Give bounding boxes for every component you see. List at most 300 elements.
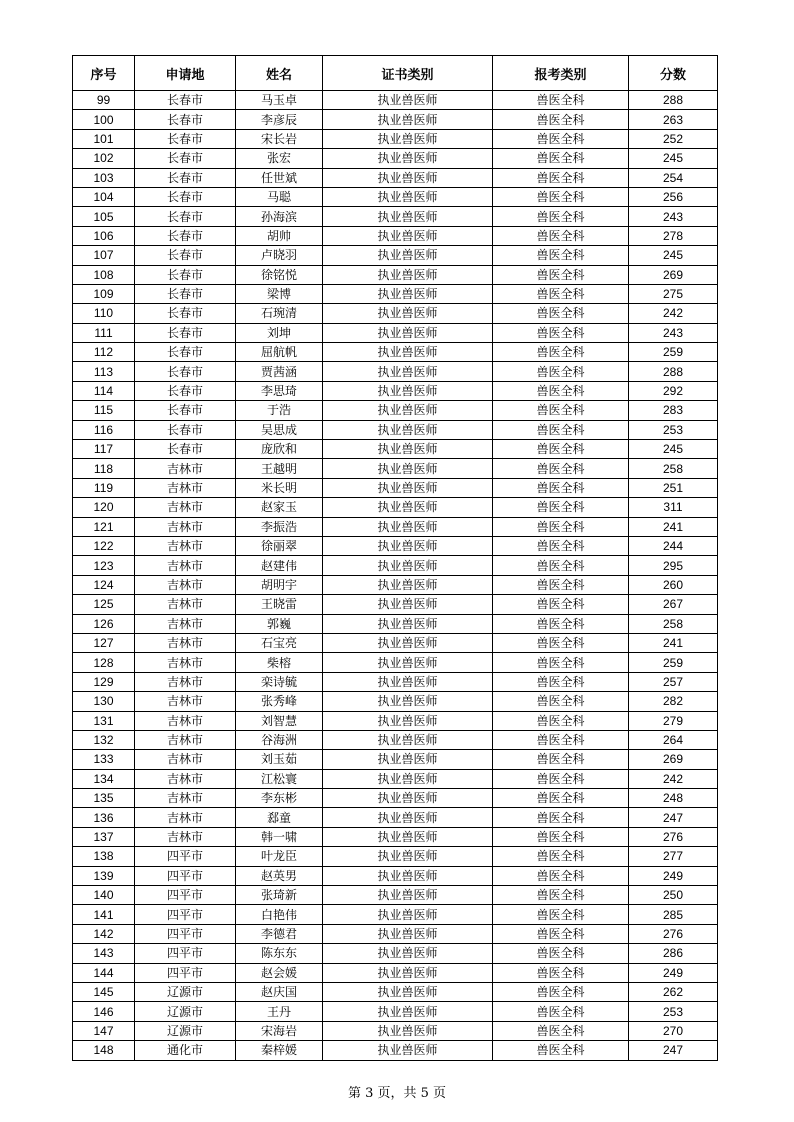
cell-score: 269 <box>629 750 718 769</box>
table-row <box>73 633 718 652</box>
cell-location: 长春市 <box>135 304 236 323</box>
cell-score: 259 <box>629 343 718 362</box>
cell-score: 295 <box>629 556 718 575</box>
table-row <box>73 420 718 439</box>
cell-index: 111 <box>73 323 135 342</box>
cell-score: 260 <box>629 575 718 594</box>
cell-exam-type: 兽医全科 <box>493 711 629 730</box>
cell-exam-type: 兽医全科 <box>493 672 629 691</box>
cell-score: 275 <box>629 284 718 303</box>
cell-certificate-type: 执业兽医师 <box>323 246 493 265</box>
table-row <box>73 866 718 885</box>
cell-index: 148 <box>73 1041 135 1060</box>
cell-score: 288 <box>629 362 718 381</box>
cell-name: 郄童 <box>236 808 323 827</box>
cell-location: 长春市 <box>135 323 236 342</box>
cell-score: 242 <box>629 769 718 788</box>
table-row <box>73 207 718 226</box>
cell-exam-type: 兽医全科 <box>493 556 629 575</box>
cell-certificate-type: 执业兽医师 <box>323 110 493 129</box>
cell-exam-type: 兽医全科 <box>493 478 629 497</box>
cell-score: 276 <box>629 924 718 943</box>
cell-location: 辽源市 <box>135 982 236 1001</box>
cell-name: 宋海岩 <box>236 1021 323 1040</box>
cell-score: 279 <box>629 711 718 730</box>
cell-name: 李思琦 <box>236 381 323 400</box>
cell-certificate-type: 执业兽医师 <box>323 789 493 808</box>
cell-location: 吉林市 <box>135 692 236 711</box>
table-row <box>73 304 718 323</box>
cell-index: 141 <box>73 905 135 924</box>
cell-name: 王越明 <box>236 459 323 478</box>
cell-certificate-type: 执业兽医师 <box>323 556 493 575</box>
cell-location: 吉林市 <box>135 827 236 846</box>
cell-index: 127 <box>73 633 135 652</box>
table-row <box>73 517 718 536</box>
cell-name: 马玉卓 <box>236 91 323 110</box>
cell-score: 247 <box>629 808 718 827</box>
cell-certificate-type: 执业兽医师 <box>323 963 493 982</box>
cell-name: 江松寰 <box>236 769 323 788</box>
cell-name: 李东彬 <box>236 789 323 808</box>
cell-exam-type: 兽医全科 <box>493 847 629 866</box>
cell-exam-type: 兽医全科 <box>493 886 629 905</box>
cell-exam-type: 兽医全科 <box>493 1041 629 1060</box>
cell-exam-type: 兽医全科 <box>493 498 629 517</box>
cell-certificate-type: 执业兽医师 <box>323 536 493 555</box>
table-row <box>73 827 718 846</box>
cell-certificate-type: 执业兽医师 <box>323 827 493 846</box>
cell-location: 长春市 <box>135 440 236 459</box>
cell-exam-type: 兽医全科 <box>493 905 629 924</box>
table-row <box>73 575 718 594</box>
cell-name: 任世斌 <box>236 168 323 187</box>
cell-location: 吉林市 <box>135 769 236 788</box>
cell-certificate-type: 执业兽医师 <box>323 866 493 885</box>
cell-exam-type: 兽医全科 <box>493 168 629 187</box>
cell-score: 292 <box>629 381 718 400</box>
cell-certificate-type: 执业兽医师 <box>323 633 493 652</box>
cell-score: 253 <box>629 420 718 439</box>
cell-exam-type: 兽医全科 <box>493 420 629 439</box>
cell-exam-type: 兽医全科 <box>493 1002 629 1021</box>
cell-certificate-type: 执业兽医师 <box>323 672 493 691</box>
cell-exam-type: 兽医全科 <box>493 827 629 846</box>
table-row <box>73 343 718 362</box>
cell-name: 孙海滨 <box>236 207 323 226</box>
table-row <box>73 711 718 730</box>
cell-exam-type: 兽医全科 <box>493 110 629 129</box>
cell-exam-type: 兽医全科 <box>493 129 629 148</box>
cell-index: 131 <box>73 711 135 730</box>
cell-index: 140 <box>73 886 135 905</box>
table-row <box>73 459 718 478</box>
cell-name: 米长明 <box>236 478 323 497</box>
header-exam-type: 报考类别 <box>493 56 629 91</box>
cell-name: 刘智慧 <box>236 711 323 730</box>
cell-name: 马聪 <box>236 187 323 206</box>
cell-location: 吉林市 <box>135 653 236 672</box>
table-row <box>73 129 718 148</box>
cell-score: 243 <box>629 207 718 226</box>
cell-exam-type: 兽医全科 <box>493 614 629 633</box>
cell-exam-type: 兽医全科 <box>493 440 629 459</box>
cell-index: 120 <box>73 498 135 517</box>
cell-score: 278 <box>629 226 718 245</box>
cell-certificate-type: 执业兽医师 <box>323 129 493 148</box>
cell-index: 125 <box>73 595 135 614</box>
cell-index: 139 <box>73 866 135 885</box>
table-body <box>73 91 718 1061</box>
cell-location: 通化市 <box>135 1041 236 1060</box>
cell-location: 辽源市 <box>135 1021 236 1040</box>
cell-index: 115 <box>73 401 135 420</box>
cell-score: 254 <box>629 168 718 187</box>
cell-name: 白艳伟 <box>236 905 323 924</box>
table-row <box>73 750 718 769</box>
cell-exam-type: 兽医全科 <box>493 284 629 303</box>
cell-score: 264 <box>629 730 718 749</box>
table-row <box>73 924 718 943</box>
cell-certificate-type: 执业兽医师 <box>323 207 493 226</box>
cell-location: 吉林市 <box>135 633 236 652</box>
cell-certificate-type: 执业兽医师 <box>323 750 493 769</box>
cell-name: 胡帅 <box>236 226 323 245</box>
cell-location: 四平市 <box>135 886 236 905</box>
cell-name: 梁博 <box>236 284 323 303</box>
cell-certificate-type: 执业兽医师 <box>323 381 493 400</box>
cell-location: 四平市 <box>135 866 236 885</box>
cell-score: 245 <box>629 440 718 459</box>
table-row <box>73 614 718 633</box>
cell-score: 243 <box>629 323 718 342</box>
cell-name: 李德君 <box>236 924 323 943</box>
cell-certificate-type: 执业兽医师 <box>323 944 493 963</box>
cell-location: 辽源市 <box>135 1002 236 1021</box>
cell-location: 吉林市 <box>135 614 236 633</box>
table-row <box>73 847 718 866</box>
cell-location: 长春市 <box>135 110 236 129</box>
cell-exam-type: 兽医全科 <box>493 963 629 982</box>
cell-index: 109 <box>73 284 135 303</box>
cell-exam-type: 兽医全科 <box>493 924 629 943</box>
cell-name: 吴思成 <box>236 420 323 439</box>
cell-location: 长春市 <box>135 91 236 110</box>
cell-score: 245 <box>629 246 718 265</box>
cell-location: 吉林市 <box>135 478 236 497</box>
cell-certificate-type: 执业兽医师 <box>323 362 493 381</box>
table-row <box>73 692 718 711</box>
cell-location: 吉林市 <box>135 672 236 691</box>
table-row <box>73 730 718 749</box>
cell-exam-type: 兽医全科 <box>493 207 629 226</box>
cell-score: 244 <box>629 536 718 555</box>
cell-name: 屈航帆 <box>236 343 323 362</box>
header-certificate-type: 证书类别 <box>323 56 493 91</box>
cell-score: 263 <box>629 110 718 129</box>
table-row <box>73 149 718 168</box>
cell-name: 刘坤 <box>236 323 323 342</box>
cell-location: 吉林市 <box>135 517 236 536</box>
cell-exam-type: 兽医全科 <box>493 381 629 400</box>
cell-certificate-type: 执业兽医师 <box>323 808 493 827</box>
table-row <box>73 653 718 672</box>
cell-name: 叶龙臣 <box>236 847 323 866</box>
cell-certificate-type: 执业兽医师 <box>323 498 493 517</box>
cell-index: 113 <box>73 362 135 381</box>
cell-index: 101 <box>73 129 135 148</box>
table-row <box>73 982 718 1001</box>
cell-location: 长春市 <box>135 265 236 284</box>
cell-index: 105 <box>73 207 135 226</box>
cell-location: 长春市 <box>135 401 236 420</box>
table-row <box>73 808 718 827</box>
cell-certificate-type: 执业兽医师 <box>323 847 493 866</box>
cell-score: 285 <box>629 905 718 924</box>
table-row <box>73 110 718 129</box>
table-row <box>73 886 718 905</box>
cell-index: 137 <box>73 827 135 846</box>
cell-index: 126 <box>73 614 135 633</box>
cell-name: 张琦新 <box>236 886 323 905</box>
cell-name: 赵会媛 <box>236 963 323 982</box>
cell-location: 长春市 <box>135 246 236 265</box>
cell-score: 277 <box>629 847 718 866</box>
cell-index: 99 <box>73 91 135 110</box>
cell-certificate-type: 执业兽医师 <box>323 692 493 711</box>
table-row <box>73 246 718 265</box>
cell-name: 王丹 <box>236 1002 323 1021</box>
cell-exam-type: 兽医全科 <box>493 343 629 362</box>
header-index: 序号 <box>73 56 135 91</box>
cell-name: 赵庆国 <box>236 982 323 1001</box>
cell-index: 128 <box>73 653 135 672</box>
cell-score: 250 <box>629 886 718 905</box>
cell-score: 286 <box>629 944 718 963</box>
cell-score: 249 <box>629 866 718 885</box>
cell-certificate-type: 执业兽医师 <box>323 924 493 943</box>
cell-score: 241 <box>629 517 718 536</box>
cell-index: 143 <box>73 944 135 963</box>
cell-exam-type: 兽医全科 <box>493 944 629 963</box>
cell-exam-type: 兽医全科 <box>493 769 629 788</box>
table-row <box>73 963 718 982</box>
cell-location: 长春市 <box>135 187 236 206</box>
cell-exam-type: 兽医全科 <box>493 536 629 555</box>
cell-location: 吉林市 <box>135 536 236 555</box>
cell-index: 146 <box>73 1002 135 1021</box>
cell-name: 徐铭悦 <box>236 265 323 284</box>
cell-location: 四平市 <box>135 924 236 943</box>
cell-exam-type: 兽医全科 <box>493 323 629 342</box>
table-row <box>73 536 718 555</box>
cell-certificate-type: 执业兽医师 <box>323 226 493 245</box>
cell-name: 栾诗毓 <box>236 672 323 691</box>
cell-location: 吉林市 <box>135 750 236 769</box>
cell-score: 245 <box>629 149 718 168</box>
cell-location: 吉林市 <box>135 808 236 827</box>
cell-name: 张秀峰 <box>236 692 323 711</box>
cell-location: 四平市 <box>135 944 236 963</box>
cell-index: 117 <box>73 440 135 459</box>
cell-name: 石宝亮 <box>236 633 323 652</box>
cell-certificate-type: 执业兽医师 <box>323 304 493 323</box>
cell-score: 256 <box>629 187 718 206</box>
cell-score: 249 <box>629 963 718 982</box>
table-row <box>73 226 718 245</box>
cell-index: 134 <box>73 769 135 788</box>
table-row <box>73 789 718 808</box>
cell-index: 129 <box>73 672 135 691</box>
cell-certificate-type: 执业兽医师 <box>323 420 493 439</box>
cell-score: 288 <box>629 91 718 110</box>
cell-certificate-type: 执业兽医师 <box>323 168 493 187</box>
cell-location: 吉林市 <box>135 556 236 575</box>
table-row <box>73 1002 718 1021</box>
cell-index: 102 <box>73 149 135 168</box>
cell-location: 长春市 <box>135 168 236 187</box>
cell-exam-type: 兽医全科 <box>493 653 629 672</box>
cell-name: 石琬清 <box>236 304 323 323</box>
cell-certificate-type: 执业兽医师 <box>323 769 493 788</box>
cell-name: 赵英男 <box>236 866 323 885</box>
cell-location: 吉林市 <box>135 459 236 478</box>
cell-index: 133 <box>73 750 135 769</box>
cell-certificate-type: 执业兽医师 <box>323 187 493 206</box>
table-row <box>73 1041 718 1060</box>
cell-exam-type: 兽医全科 <box>493 575 629 594</box>
cell-location: 长春市 <box>135 149 236 168</box>
cell-score: 257 <box>629 672 718 691</box>
cell-certificate-type: 执业兽医师 <box>323 91 493 110</box>
cell-score: 252 <box>629 129 718 148</box>
table-row <box>73 672 718 691</box>
cell-name: 刘玉茹 <box>236 750 323 769</box>
cell-score: 248 <box>629 789 718 808</box>
header-location: 申请地 <box>135 56 236 91</box>
cell-certificate-type: 执业兽医师 <box>323 595 493 614</box>
cell-location: 长春市 <box>135 343 236 362</box>
cell-exam-type: 兽医全科 <box>493 750 629 769</box>
cell-exam-type: 兽医全科 <box>493 808 629 827</box>
cell-exam-type: 兽医全科 <box>493 866 629 885</box>
cell-exam-type: 兽医全科 <box>493 401 629 420</box>
cell-location: 吉林市 <box>135 730 236 749</box>
cell-exam-type: 兽医全科 <box>493 730 629 749</box>
cell-name: 陈东东 <box>236 944 323 963</box>
cell-exam-type: 兽医全科 <box>493 91 629 110</box>
cell-index: 100 <box>73 110 135 129</box>
cell-score: 242 <box>629 304 718 323</box>
table-row <box>73 498 718 517</box>
cell-name: 柴榕 <box>236 653 323 672</box>
cell-index: 116 <box>73 420 135 439</box>
table-row <box>73 401 718 420</box>
cell-certificate-type: 执业兽医师 <box>323 478 493 497</box>
cell-location: 长春市 <box>135 129 236 148</box>
cell-score: 247 <box>629 1041 718 1060</box>
cell-name: 李振浩 <box>236 517 323 536</box>
table-row <box>73 362 718 381</box>
cell-index: 112 <box>73 343 135 362</box>
cell-score: 270 <box>629 1021 718 1040</box>
cell-index: 142 <box>73 924 135 943</box>
table-row <box>73 478 718 497</box>
cell-exam-type: 兽医全科 <box>493 595 629 614</box>
cell-exam-type: 兽医全科 <box>493 1021 629 1040</box>
cell-name: 赵建伟 <box>236 556 323 575</box>
cell-certificate-type: 执业兽医师 <box>323 343 493 362</box>
cell-certificate-type: 执业兽医师 <box>323 730 493 749</box>
cell-location: 吉林市 <box>135 595 236 614</box>
cell-index: 123 <box>73 556 135 575</box>
cell-exam-type: 兽医全科 <box>493 789 629 808</box>
cell-location: 吉林市 <box>135 498 236 517</box>
cell-name: 李彦辰 <box>236 110 323 129</box>
cell-location: 长春市 <box>135 420 236 439</box>
cell-score: 267 <box>629 595 718 614</box>
cell-location: 四平市 <box>135 905 236 924</box>
cell-index: 118 <box>73 459 135 478</box>
cell-name: 卢晓羽 <box>236 246 323 265</box>
table-row <box>73 769 718 788</box>
cell-location: 长春市 <box>135 207 236 226</box>
cell-name: 郭巍 <box>236 614 323 633</box>
cell-location: 吉林市 <box>135 711 236 730</box>
cell-certificate-type: 执业兽医师 <box>323 149 493 168</box>
cell-certificate-type: 执业兽医师 <box>323 401 493 420</box>
cell-certificate-type: 执业兽医师 <box>323 711 493 730</box>
cell-exam-type: 兽医全科 <box>493 304 629 323</box>
cell-index: 132 <box>73 730 135 749</box>
cell-exam-type: 兽医全科 <box>493 982 629 1001</box>
header-name: 姓名 <box>236 56 323 91</box>
cell-index: 108 <box>73 265 135 284</box>
cell-score: 276 <box>629 827 718 846</box>
table-row <box>73 595 718 614</box>
cell-name: 于浩 <box>236 401 323 420</box>
table-row <box>73 556 718 575</box>
cell-score: 311 <box>629 498 718 517</box>
cell-certificate-type: 执业兽医师 <box>323 1002 493 1021</box>
cell-exam-type: 兽医全科 <box>493 226 629 245</box>
cell-name: 宋长岩 <box>236 129 323 148</box>
cell-index: 122 <box>73 536 135 555</box>
cell-certificate-type: 执业兽医师 <box>323 265 493 284</box>
cell-score: 251 <box>629 478 718 497</box>
results-table <box>72 55 718 1061</box>
cell-index: 121 <box>73 517 135 536</box>
cell-certificate-type: 执业兽医师 <box>323 517 493 536</box>
cell-exam-type: 兽医全科 <box>493 362 629 381</box>
cell-exam-type: 兽医全科 <box>493 633 629 652</box>
cell-certificate-type: 执业兽医师 <box>323 1021 493 1040</box>
cell-location: 四平市 <box>135 847 236 866</box>
cell-certificate-type: 执业兽医师 <box>323 459 493 478</box>
cell-name: 庞欣和 <box>236 440 323 459</box>
cell-location: 长春市 <box>135 284 236 303</box>
cell-score: 262 <box>629 982 718 1001</box>
cell-exam-type: 兽医全科 <box>493 459 629 478</box>
cell-location: 长春市 <box>135 362 236 381</box>
cell-index: 136 <box>73 808 135 827</box>
cell-name: 秦梓媛 <box>236 1041 323 1060</box>
table-row <box>73 944 718 963</box>
cell-name: 徐丽翠 <box>236 536 323 555</box>
cell-index: 144 <box>73 963 135 982</box>
cell-certificate-type: 执业兽医师 <box>323 1041 493 1060</box>
table-row <box>73 91 718 110</box>
